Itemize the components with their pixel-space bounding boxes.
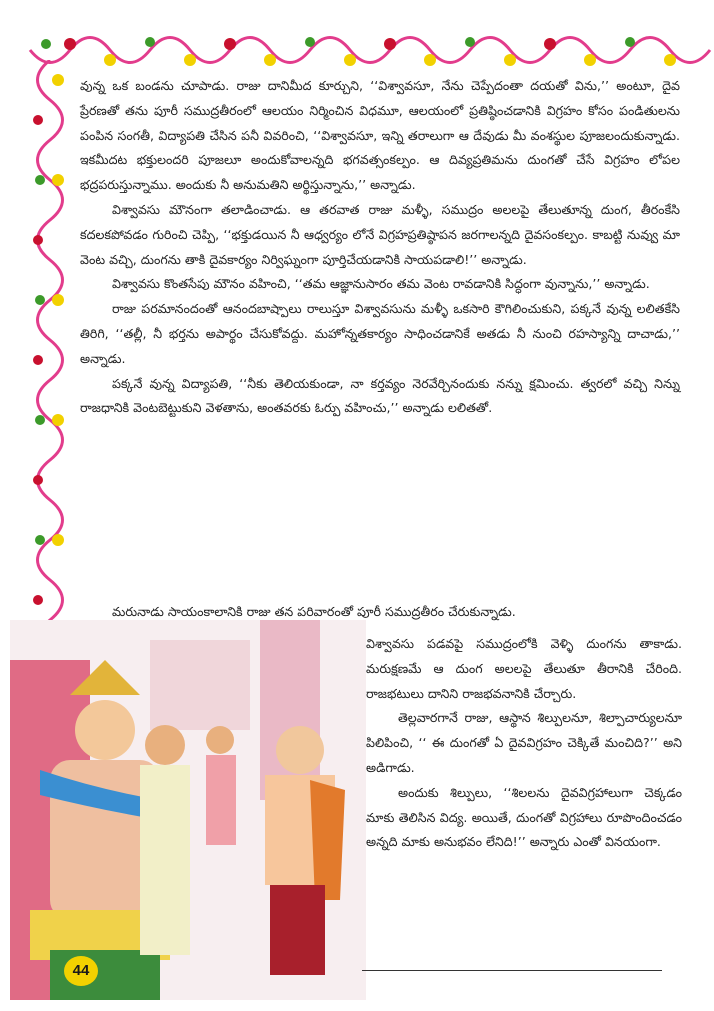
paragraph-8: తెల్లవారగానే రాజు, ఆస్థాన శిల్పులనూ, శిల్పాచార్యులనూ పిలిపించి, ‘‘ ఈ దుంగతో ఏ దైవవిగ్రహం చెక్కితే మంచిది?’’ అని అడిగాడు. (366, 710, 682, 775)
story-illustration (10, 620, 366, 1000)
paragraph-7: విశ్వావసు పడవపై సముద్రంలోకి వెళ్ళి దుంగను తాకాడు. మరుక్షణమే ఆ దుంగ అలలపై తేలుతూ తీరానికి చేరింది. రాజభటులు దానిని రాజభవనానికి చేర్చారు. (366, 636, 682, 701)
paragraph-4: రాజు పరమానందంతో ఆనందబాష్పాలు రాలుస్తూ విశ్వావసును మళ్ళీ ఒకసారి కౌగిలించుకుని, పక్కనే వున్న లలితకేసి తిరిగి, ‘‘తల్లీ, నీ భర్తను అపార్థం చేసుకోవద్దు. మహోన్నతకార్యం సాధించడానికే అతడు నీ నుంచి రహస్యాన్ని దాచాడు,’’ అన్నాడు. (80, 301, 680, 366)
story-text-lower (366, 632, 682, 855)
page-number: 44 (64, 956, 98, 986)
story-text-upper (80, 74, 680, 421)
paragraph-2: విశ్వావసు మౌనంగా తలాడించాడు. ఆ తరవాత రాజు మళ్ళీ, సముద్రం అలలపై తేలుతూన్న దుంగ, తీరంకేసి కదలకపోవడం గురించి చెప్పి, ‘‘భక్తుడయిన నీ ఆధ్వర్యం లోనే విగ్రహప్రతిష్ఠాపన జరగాలన్నది దైవసంకల్పం. కాబట్టి నువ్వు మా వెంట వచ్చి, దుంగను తాకి దైవకార్యం నిర్విఘ్నంగా పూర్తిచేయడానికి సాయపడాలి!’’ అన్నాడు. (80, 201, 680, 267)
paragraph-5: పక్కనే వున్న విద్యాపతి, ‘‘నీకు తెలియకుండా, నా కర్తవ్యం నెరవేర్చినందుకు నన్ను క్షమించు. త్వరలో వచ్చి నిన్ను రాజధానికి వెంటబెట్టుకుని వెళతాను, అంతవరకు ఓర్పు వహించు,’’ అన్నాడు లలితతో. (80, 375, 680, 416)
paragraph-3: విశ్వావసు కొంతసేపు మౌనం వహించి, ‘‘తమ ఆజ్ఞానుసారం తమ వెంట రావడానికి సిద్ధంగా వున్నాను,’’ అన్నాడు. (112, 276, 650, 292)
floral-border-left (20, 60, 70, 680)
paragraph-1: వున్న ఒక బండను చూపాడు. రాజు దానిమీద కూర్చుని, ‘‘విశ్వావసూ, నేను చెప్పేదంతా దయతో విను,’’ అంటూ, దైవ ప్రేరణతో తను పూరీ సముద్రతీరంలో ఆలయం నిర్మించిన విధమూ, ఆలయంలో ప్రతిష్ఠించడానికి విగ్రహం కోసం పండితులను పంపిన సంగతీ, విద్యాపతి చేసిన పనీ వివరించి, ‘‘విశ్వావసూ, ఇన్ని తరాలుగా ఆ దేవుడు మీ వంశస్థుల పూజలందుకున్నాడు. ఇకమీదట భక్తులందరి పూజలూ అందుకోవాలన్నది భగవత్సంకల్పం. ఆ దివ్యప్రతిమను దుంగతో చేసే విగ్రహం లోపల భద్రపరుస్తున్నాము. అందుకు నీ అనుమతిని అర్థిస్తున్నాను,’’ అన్నాడు. (80, 78, 680, 193)
paragraph-6: మరునాడు సాయంకాలానికి రాజు తన పరివారంతో పూరీ సముద్రతీరం చేరుకున్నాడు. (112, 604, 516, 619)
footer-rule (362, 970, 662, 971)
paragraph-9: అందుకు శిల్పులు, ‘‘శిలలను దైవవిగ్రహాలుగా చెక్కడం మాకు తెలిసిన విద్య. అయితే, దుంగతో విగ్రహాలు రూపొందించడం అన్నది మాకు అనుభవం లేనిది!’’ అన్నారు ఎంతో వినయంగా. (366, 784, 682, 850)
